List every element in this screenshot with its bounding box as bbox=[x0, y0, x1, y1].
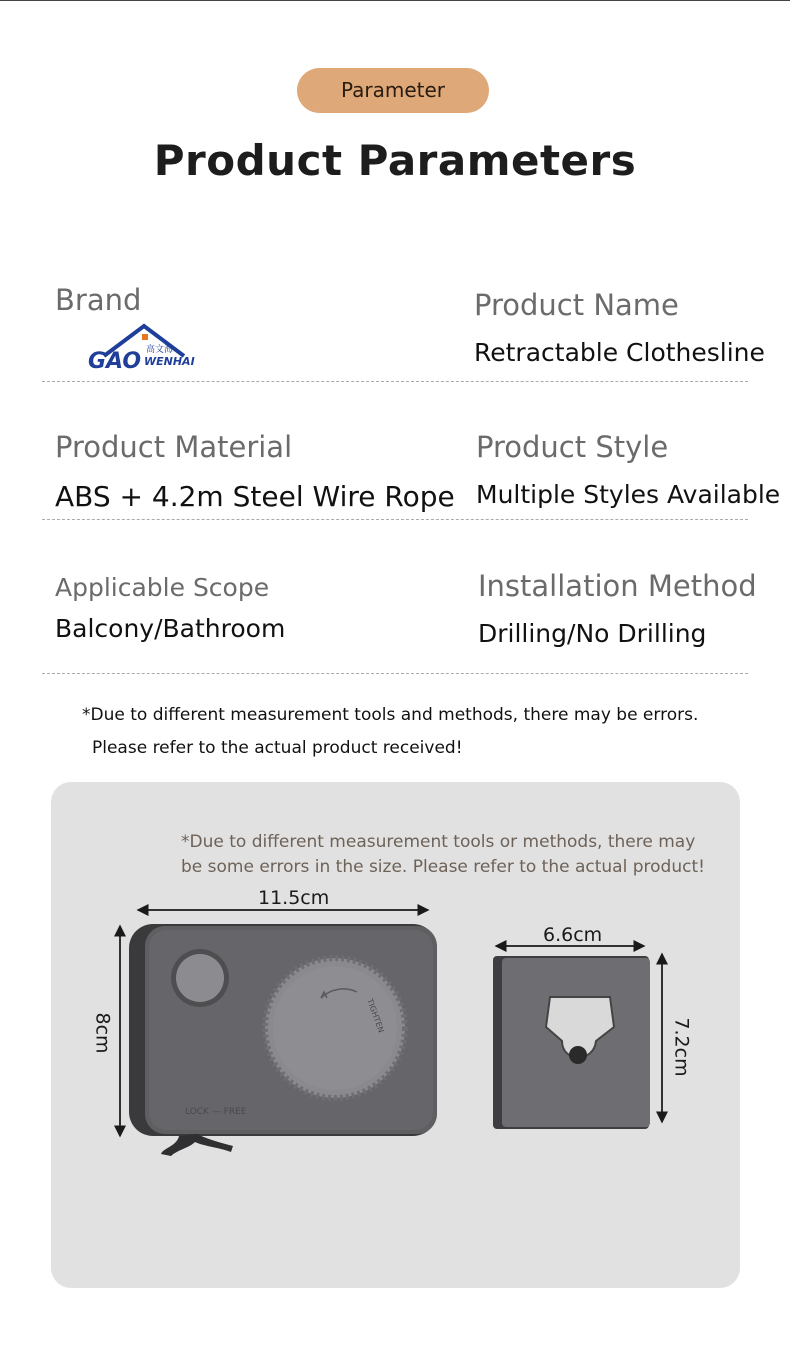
page-title: Product Parameters bbox=[153, 136, 637, 185]
scope-label: Applicable Scope bbox=[55, 573, 270, 602]
brand-logo-cn: 高文海 bbox=[146, 345, 174, 355]
install-value: Drilling/No Drilling bbox=[478, 619, 707, 648]
brand-label: Brand bbox=[55, 283, 142, 317]
clothesline-device bbox=[125, 920, 445, 1160]
install-label: Installation Method bbox=[478, 569, 757, 603]
lock-text: LOCK — FREE bbox=[185, 1107, 247, 1117]
main-height-label: 8cm bbox=[91, 1012, 114, 1054]
material-value: ABS + 4.2m Steel Wire Rope bbox=[55, 480, 455, 513]
svg-text:GAO: GAO bbox=[88, 349, 142, 372]
disclaimer-line-2: Please refer to the actual product received! bbox=[92, 738, 463, 758]
dial-text: TIGHTEN bbox=[365, 997, 386, 1034]
main-width-label: 11.5cm bbox=[258, 887, 330, 909]
parameter-badge: Parameter bbox=[297, 68, 489, 113]
plate-height-label: 7.2cm bbox=[670, 1017, 693, 1077]
mounting-plate bbox=[492, 955, 654, 1133]
style-value: Multiple Styles Available bbox=[476, 480, 781, 509]
disclaimer-line-1: *Due to different measurement tools and methods, there may be errors. bbox=[82, 705, 699, 725]
svg-text:WENHAI: WENHAI bbox=[144, 355, 195, 368]
size-note-line-1: *Due to different measurement tools or methods, there may bbox=[181, 832, 696, 852]
product-name-value: Retractable Clothesline bbox=[474, 338, 765, 367]
size-note-line-2: be some errors in the size. Please refer to the actual product! bbox=[181, 857, 705, 877]
scope-value: Balcony/Bathroom bbox=[55, 614, 286, 643]
style-label: Product Style bbox=[476, 430, 669, 464]
material-label: Product Material bbox=[55, 430, 293, 464]
product-name-label: Product Name bbox=[474, 288, 679, 322]
plate-width-label: 6.6cm bbox=[543, 924, 603, 946]
